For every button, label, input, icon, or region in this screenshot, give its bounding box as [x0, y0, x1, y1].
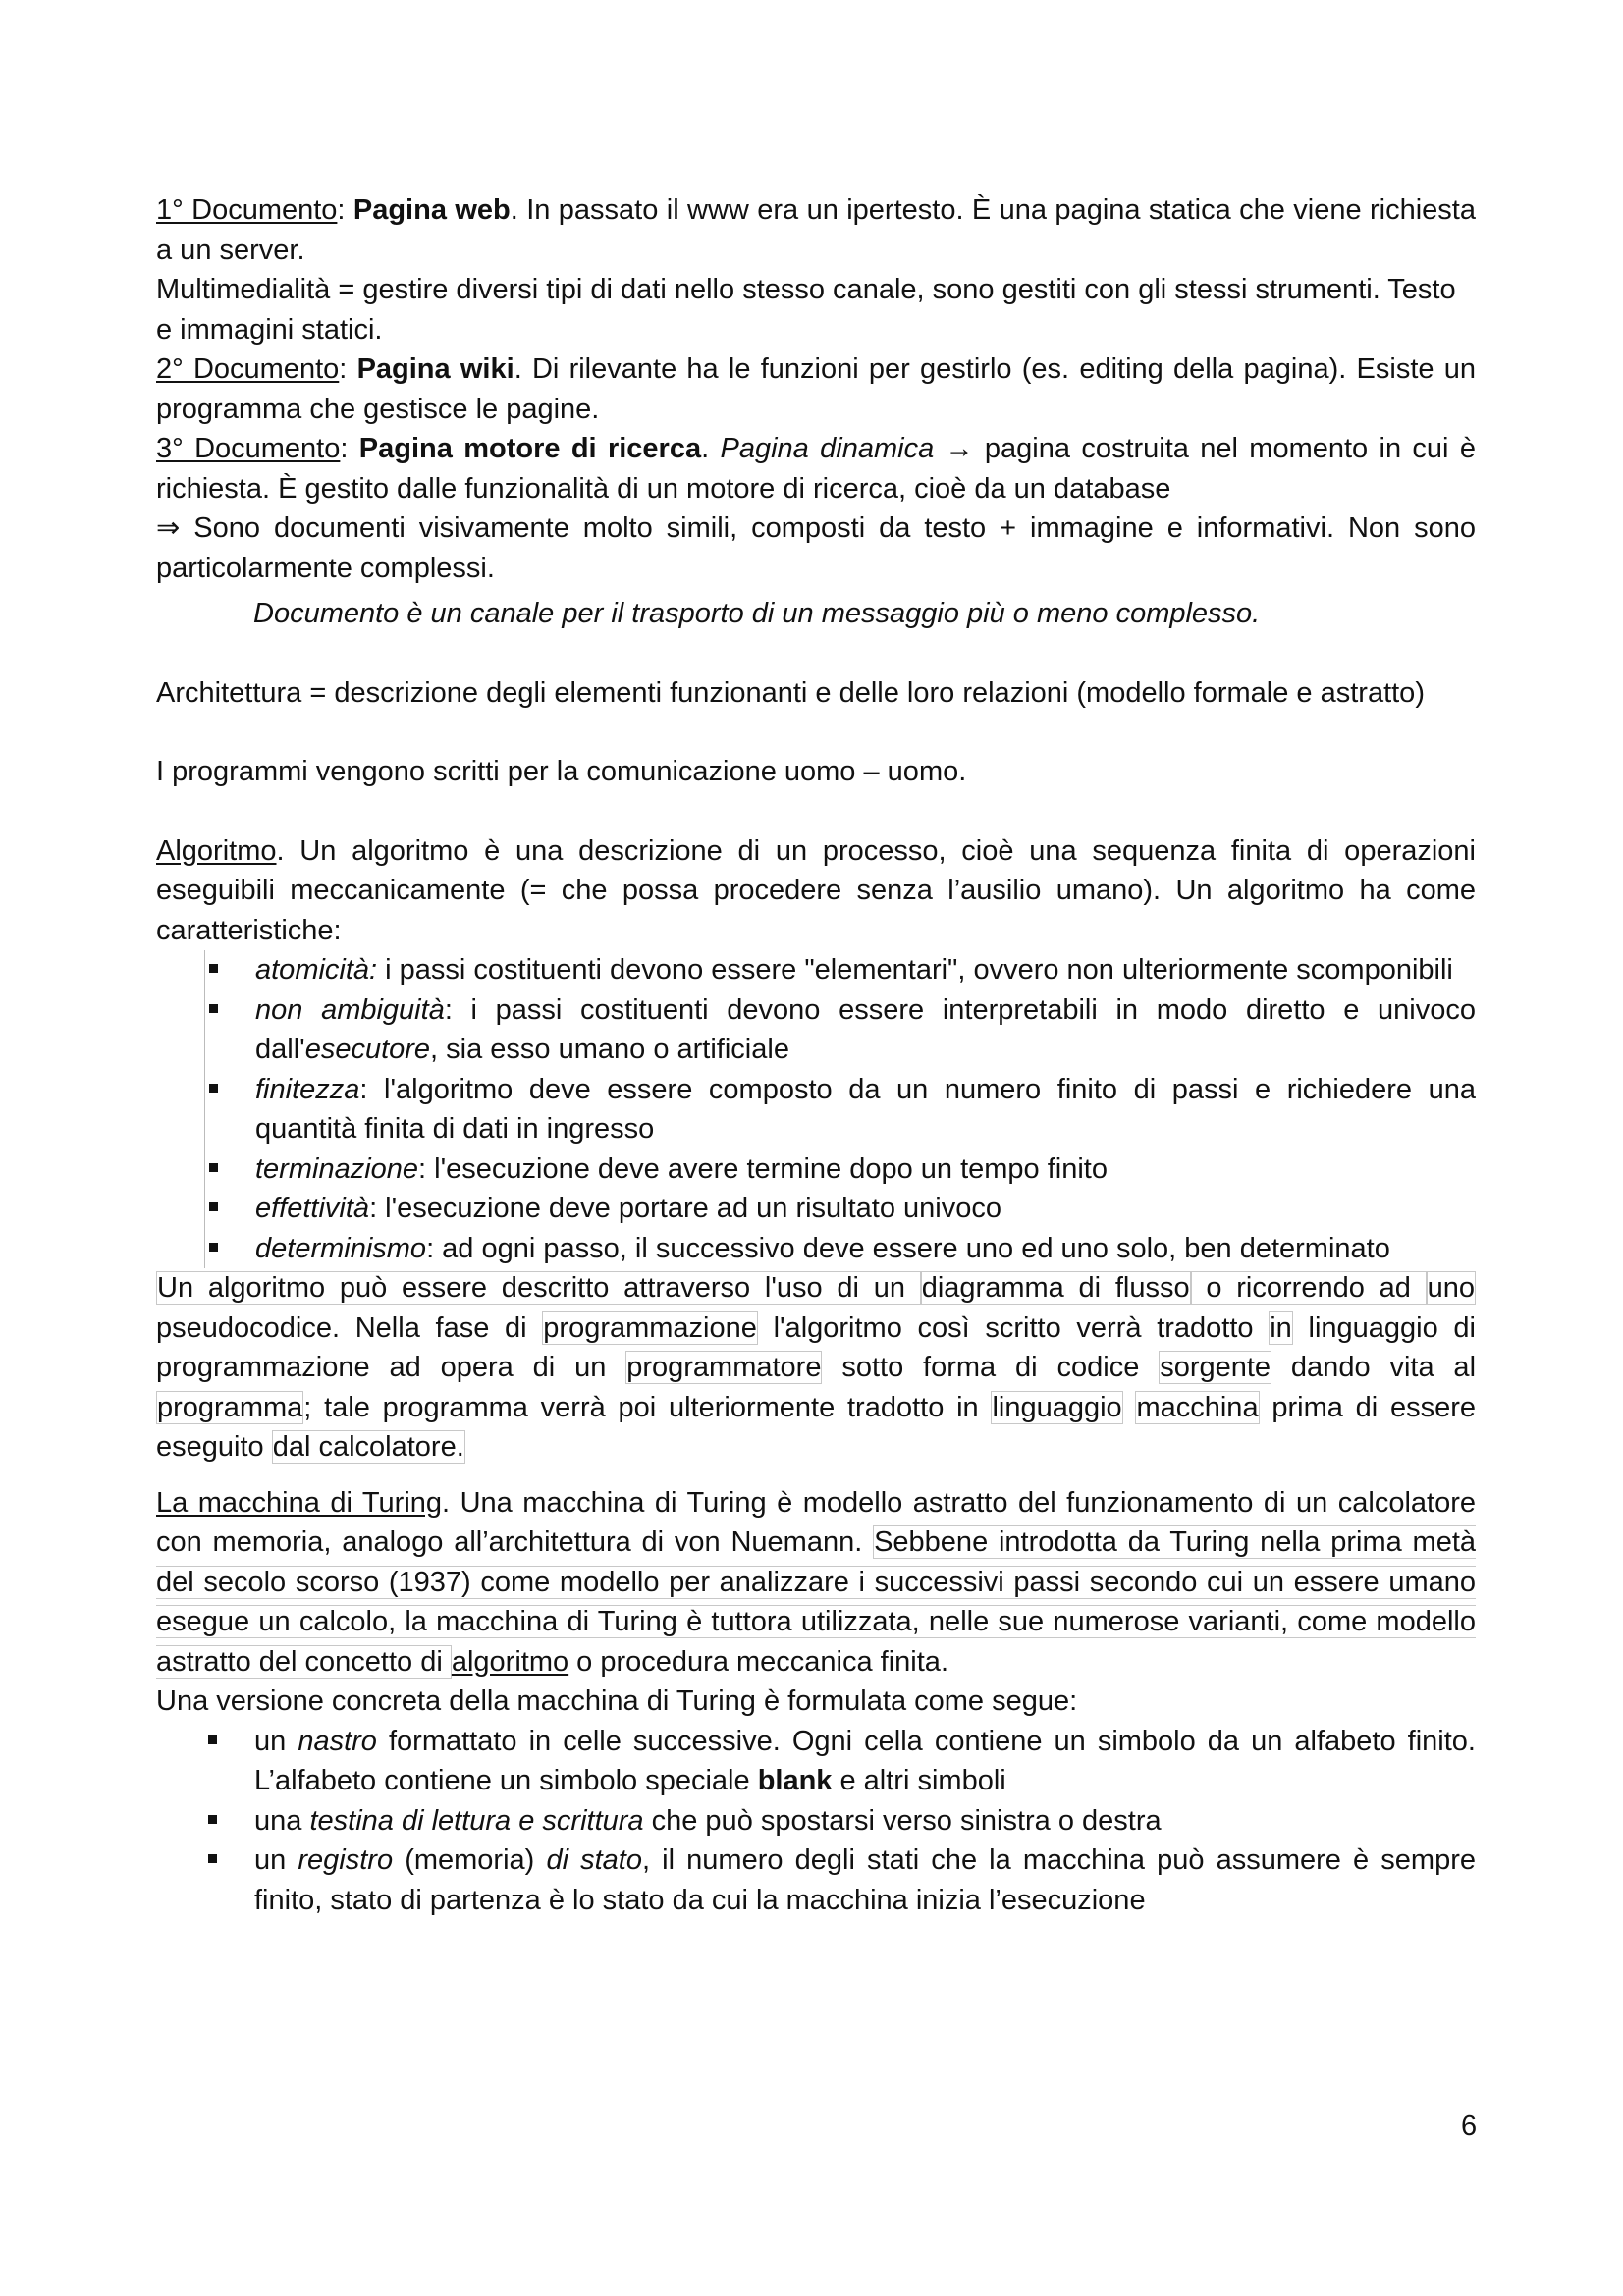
text-span: . Nella fase di [331, 1311, 543, 1344]
text-span: o ricorrendo ad [1191, 1272, 1426, 1304]
algoritmo-properties-list [156, 950, 1476, 1268]
item-text: , il numero degli stati che la macchina può assumere è sempre finito, stato di partenza è lo stato da cui la macchina inizia l’esecuzione [254, 1844, 1476, 1916]
text-span: diagramma di flusso [921, 1272, 1190, 1304]
page-number: 6 [1461, 2110, 1478, 2142]
turing-paragraph [156, 1483, 1476, 1682]
item-text: : l'algoritmo deve essere composto da un numero finito di passi e richiedere una quantità finita di dati in ingresso [255, 1073, 1476, 1145]
list-item [156, 1801, 1476, 1842]
text-span: l'algoritmo così scritto verrà tradotto [757, 1311, 1270, 1344]
conclusion-text: Sono documenti visivamente molto simili, composti da testo + immagine e informativi. Non sono particolarmente complessi. [156, 512, 1476, 584]
item-term: effettività [255, 1193, 370, 1224]
item-term: determinismo [255, 1232, 427, 1264]
doc2-title: Pagina wiki [356, 353, 514, 385]
list-item [204, 950, 1476, 990]
text-span: pseudocodice [156, 1311, 332, 1344]
doc1-paragraph: 1° Documento: Pagina web. In passato il www era un ipertesto. È una pagina statica che viene richiesta a un server. [156, 194, 1476, 266]
algoritmo-label: Algoritmo [156, 834, 277, 867]
conclusion-paragraph [156, 508, 1476, 588]
doc1-label: 1° Documento [156, 194, 338, 226]
bullet-square-icon [209, 1084, 218, 1093]
item-text: i passi costituenti devono essere "elementari", ovvero non ulteriormente scomponibili [377, 954, 1453, 986]
doc3-title: Pagina motore di ricerca [358, 433, 702, 464]
bullet-square-icon [208, 1815, 217, 1824]
turing-text: . Una macchina di Turing è modello astratto del funzionamento di un calcolatore con memoria, analogo all’architettura di von Nuemann. [156, 1486, 1476, 1558]
text-span: ad opera di un [369, 1352, 626, 1383]
doc3-label: 3° Documento [156, 433, 341, 464]
item-text: (memoria) [393, 1844, 547, 1876]
item-text: : l'esecuzione deve portare ad un risultato univoco [369, 1193, 1001, 1224]
list-item [204, 1189, 1476, 1229]
doc3-text: pagina costruita nel momento in cui è richiesta. È gestito dalle funzionalità di un motore di ricerca, cioè da un database [156, 433, 1476, 505]
doc1-title: Pagina web [352, 194, 511, 226]
text-span: macchina [1136, 1391, 1259, 1423]
item-bold: blank [757, 1765, 833, 1796]
item-term: testina di lettura e scrittura [309, 1804, 644, 1837]
item-text: un [254, 1725, 298, 1757]
architettura-paragraph: Architettura = descrizione degli elementi funzionanti e delle loro relazioni (modello formale e astratto) [156, 676, 1425, 709]
item-term: finitezza [255, 1073, 360, 1105]
doc2-paragraph: 2° Documento: Pagina wiki. Di rilevante ha le funzioni per gestirlo (es. editing della pagina). Esiste un programma che gestisce le pagine. [156, 353, 1476, 425]
descrizione-paragraph [156, 1268, 1476, 1468]
item-text: : l'esecuzione deve avere termine dopo un tempo finito [418, 1152, 1108, 1185]
text-span: in [1270, 1311, 1292, 1344]
doc1-text: . In passato il www era un ipertesto. È una pagina statica che viene richiesta a un server. [156, 194, 1476, 266]
text-span: linguaggio [992, 1391, 1122, 1423]
doc3-italic: Pagina dinamica [720, 433, 935, 464]
text-span: programmazione [543, 1311, 757, 1344]
item-term: registro [298, 1844, 394, 1876]
item-text: formattato in celle successive. Ogni cella contiene un simbolo da un alfabeto finito. L’alfabeto contiene un simbolo speciale [254, 1725, 1476, 1796]
item-term: di stato [546, 1844, 642, 1876]
implies-icon: ⇒ [156, 512, 181, 544]
quote-paragraph: Documento è un canale per il trasporto di un messaggio più o meno complesso. [253, 598, 1261, 629]
turing-intro: Una versione concreta della macchina di Turing è formulata come segue: [156, 1685, 1078, 1717]
item-term: atomicità: [255, 954, 378, 986]
item-text: una [254, 1804, 310, 1837]
arrow-right-icon: → [945, 433, 974, 464]
bullet-square-icon [209, 1004, 218, 1013]
item-text: , sia esso umano o artificiale [430, 1034, 789, 1065]
item-text: : ad ogni passo, il successivo deve essere uno ed uno solo, ben determinato [426, 1232, 1390, 1264]
item-text: un [254, 1844, 298, 1876]
doc2-text: . Di rilevante ha le funzioni per gestirlo (es. editing della pagina). Esiste un programma che gestisce le pagine. [156, 353, 1476, 425]
text-span: ; tale programma verrà poi ulteriormente tradotto in [303, 1391, 992, 1423]
item-text: e altri simboli [832, 1765, 1006, 1796]
turing-label: La macchina di Turing [156, 1486, 443, 1519]
bullet-square-icon [209, 1243, 218, 1252]
text-span: dando vita al [1271, 1352, 1477, 1383]
doc2-label: 2° Documento [156, 353, 340, 385]
item-term: terminazione [255, 1152, 419, 1185]
document-page [156, 190, 1476, 1920]
algoritmo-text: . Un algoritmo è una descrizione di un processo, cioè una sequenza finita di operazioni eseguibili meccanicamente (= che possa procedere senza l’ausilio umano). Un algoritmo ha come caratteristiche: [156, 834, 1476, 946]
algoritmo-paragraph [156, 831, 1476, 951]
turing-text: Sebbene introdotta da Turing nella prima metà del secolo scorso (1937) come modello per analizzare i successivi passi secondo cui un essere umano esegue un calcolo, la macchina di Turing è tuttora utilizzata, nelle sue numerose varianti, come modello astratto del concetto di [156, 1526, 1477, 1678]
text-span: sotto forma di codice [822, 1352, 1160, 1383]
item-term: nastro [298, 1725, 377, 1757]
text-span: prima di essere eseguito [156, 1391, 1477, 1463]
list-item [156, 1841, 1476, 1920]
list-item [204, 1229, 1476, 1269]
bullet-square-icon [208, 1854, 217, 1863]
programmi-paragraph: I programmi vengono scritti per la comunicazione uomo – uomo. [156, 756, 967, 787]
bullet-square-icon [209, 964, 218, 973]
list-item [204, 1149, 1476, 1190]
item-term: esecutore [304, 1034, 431, 1065]
text-span: sorgente [1160, 1352, 1271, 1383]
text-span: linguaggio di programmazione [156, 1311, 1476, 1383]
bullet-square-icon [209, 1163, 218, 1172]
text-span: dal calcolatore. [272, 1431, 464, 1463]
text-span: Un algoritmo può essere descritto attraverso l'uso di un [157, 1272, 920, 1304]
item-term: non ambiguità [255, 993, 445, 1026]
doc3-paragraph: 3° Documento: Pagina motore di ricerca. Pagina dinamica → pagina costruita nel momento in cui è richiesta. È gestito dalle funzionalità di un motore di ricerca, cioè da un database [156, 433, 1476, 505]
turing-components-list [156, 1722, 1476, 1921]
list-item [204, 1070, 1476, 1149]
text-span: programmatore [626, 1352, 822, 1383]
item-text: : i passi costituenti devono essere interpretabili in modo diretto e univoco dall' [255, 993, 1476, 1065]
list-item [156, 1722, 1476, 1801]
text-span: programma [157, 1391, 303, 1423]
item-text: che può spostarsi verso sinistra o destra [643, 1804, 1162, 1837]
algoritmo-link[interactable]: algoritmo [451, 1645, 569, 1678]
bullet-square-icon [208, 1735, 217, 1744]
turing-text: o procedura meccanica finita. [568, 1645, 948, 1678]
multimedia-paragraph: Multimedialità = gestire diversi tipi di dati nello stesso canale, sono gestiti con gli stessi strumenti. Testo e immagini statici. [156, 274, 1456, 346]
list-item [204, 990, 1476, 1070]
text-span: uno [1427, 1272, 1475, 1304]
bullet-square-icon [209, 1202, 218, 1211]
doc3-dot: . [701, 433, 721, 464]
